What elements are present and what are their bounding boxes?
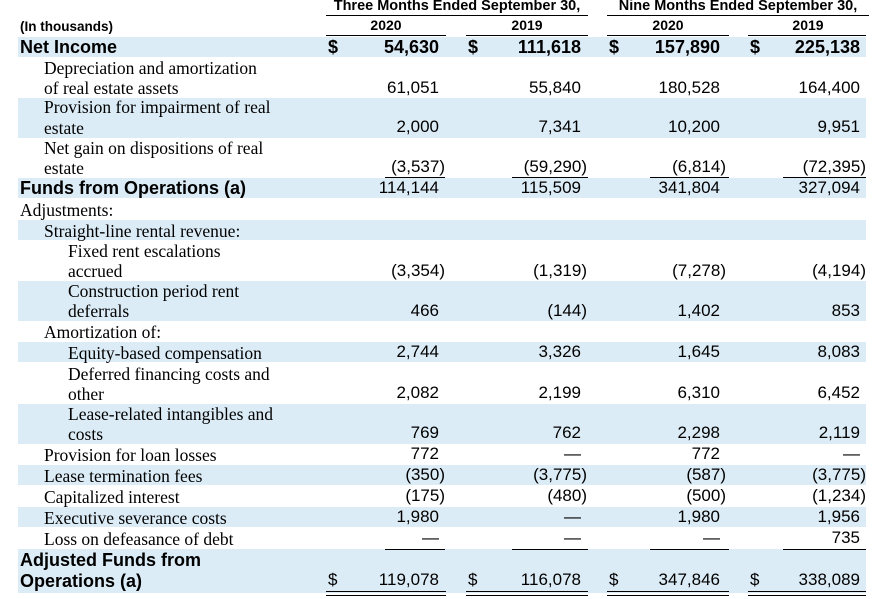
capitalized-interest-label: Capitalized interest <box>44 487 180 507</box>
total-double-rule <box>607 591 729 596</box>
loan-losses-label: Provision for loan losses <box>44 445 217 465</box>
defeasance-label: Loss on defeasance of debt <box>44 529 234 549</box>
equity-comp-value: 8,083 <box>817 342 860 361</box>
fixed-rent-label: Fixed rent escalations <box>68 241 221 261</box>
defeasance-value: 735 <box>831 528 860 547</box>
defeasance-value: — <box>564 528 581 547</box>
currency-symbol: $ <box>609 37 620 57</box>
impairment-label: Provision for impairment of real <box>44 97 271 117</box>
lease-termination-value: (3,775) <box>812 465 866 484</box>
currency-symbol: $ <box>750 37 761 57</box>
net-income-value: 54,630 <box>383 37 439 57</box>
capitalized-interest-value: (480) <box>547 486 587 505</box>
ffo-value: 327,094 <box>798 178 860 197</box>
equity-comp-label: Equity-based compensation <box>68 343 262 363</box>
construction-value: 1,402 <box>677 301 720 320</box>
loan-losses-value: — <box>843 444 860 463</box>
equity-comp-value: 2,744 <box>396 342 439 361</box>
fixed-rent-value: (3,354) <box>391 261 445 280</box>
loan-losses-value: 772 <box>410 444 439 463</box>
construction-label: deferrals <box>68 301 130 321</box>
affo-value: 338,089 <box>798 570 860 589</box>
defeasance-value: — <box>703 528 720 547</box>
total-double-rule <box>326 591 446 596</box>
construction-value: (144) <box>547 301 587 320</box>
net-income-label: Net Income <box>20 37 118 57</box>
affo-value: 116,078 <box>520 570 581 589</box>
currency-symbol: $ <box>468 570 478 589</box>
adjustments-label: Adjustments: <box>20 200 114 220</box>
impairment-value: 2,000 <box>396 117 439 136</box>
row-band-net-income <box>18 37 866 57</box>
lease-termination-value: (3,775) <box>533 465 587 484</box>
severance-label: Executive severance costs <box>44 508 227 528</box>
header-underline-2 <box>466 35 588 36</box>
fixed-rent-value: (1,319) <box>533 261 587 280</box>
affo-label: Operations (a) <box>20 571 143 591</box>
net-gain-value: (72,395) <box>802 157 866 176</box>
net-gain-value: (59,290) <box>523 157 587 176</box>
deferred-financing-label: Deferred financing costs and <box>68 364 270 384</box>
ffo-value: 341,804 <box>658 178 720 197</box>
header-underline-3 <box>607 35 729 36</box>
header-year-q-2020: 2020 <box>370 17 402 33</box>
currency-symbol: $ <box>328 570 338 589</box>
deferred-financing-value: 2,082 <box>396 383 439 402</box>
lease-intangibles-label: costs <box>68 424 103 444</box>
header-three-months: Three Months Ended September 30, <box>326 0 588 16</box>
currency-symbol: $ <box>468 37 479 57</box>
header-nine-months: Nine Months Ended September 30, <box>607 0 869 16</box>
fixed-rent-value: (4,194) <box>812 261 866 280</box>
affo-label: Adjusted Funds from <box>20 550 201 570</box>
lease-termination-value: (350) <box>405 465 445 484</box>
construction-value: 853 <box>831 301 860 320</box>
straight-line-label: Straight-line rental revenue: <box>44 221 241 241</box>
currency-symbol: $ <box>328 37 339 57</box>
severance-value: 1,980 <box>396 507 439 526</box>
loan-losses-value: 772 <box>691 444 720 463</box>
construction-value: 466 <box>410 301 439 320</box>
fixed-rent-value: (7,278) <box>672 261 726 280</box>
units-label: (In thousands) <box>20 19 113 34</box>
severance-value: 1,956 <box>817 507 860 526</box>
lease-intangibles-value: 2,119 <box>818 423 860 442</box>
subtotal-rule <box>385 549 445 550</box>
severance-value: 1,980 <box>677 507 720 526</box>
header-underline-1 <box>326 35 446 36</box>
deferred-financing-value: 6,452 <box>817 383 860 402</box>
net-gain-value: (3,537) <box>391 157 445 176</box>
currency-symbol: $ <box>609 570 619 589</box>
capitalized-interest-value: (175) <box>405 486 445 505</box>
impairment-value: 7,341 <box>538 117 581 136</box>
header-year-n-2019: 2019 <box>792 17 824 33</box>
capitalized-interest-value: (1,234) <box>812 486 866 505</box>
lease-intangibles-value: 769 <box>410 423 439 442</box>
depreciation-label: of real estate assets <box>44 78 179 98</box>
affo-value: 347,846 <box>658 570 720 589</box>
equity-comp-value: 3,326 <box>538 342 581 361</box>
net-income-value: 225,138 <box>794 37 860 57</box>
equity-comp-value: 1,645 <box>677 342 720 361</box>
net-gain-label: Net gain on dispositions of real <box>44 138 264 158</box>
depreciation-value: 55,840 <box>529 78 581 97</box>
lease-termination-label: Lease termination fees <box>44 466 203 486</box>
depreciation-value: 164,400 <box>798 78 860 97</box>
net-gain-value: (6,814) <box>672 157 726 176</box>
header-year-q-2019: 2019 <box>511 17 543 33</box>
ffo-label: Funds from Operations (a) <box>20 178 247 198</box>
impairment-label: estate <box>44 118 84 138</box>
lease-termination-value: (587) <box>686 465 726 484</box>
affo-value: 119,078 <box>378 570 439 589</box>
fixed-rent-label: accrued <box>68 261 123 281</box>
impairment-value: 10,200 <box>668 117 720 136</box>
subtotal-rule <box>512 549 588 550</box>
net-income-value: 157,890 <box>654 37 720 57</box>
header-underline-4 <box>748 35 866 36</box>
lease-intangibles-value: 762 <box>552 423 581 442</box>
deferred-financing-value: 6,310 <box>677 383 720 402</box>
header-year-n-2020: 2020 <box>652 17 684 33</box>
impairment-value: 9,951 <box>817 117 860 136</box>
subtotal-rule <box>783 549 866 550</box>
loan-losses-value: — <box>564 444 581 463</box>
deferred-financing-label: other <box>68 384 104 404</box>
amortization-label: Amortization of: <box>44 322 162 342</box>
total-double-rule <box>466 591 588 596</box>
ffo-value: 115,509 <box>520 178 581 197</box>
total-double-rule <box>748 591 866 596</box>
net-income-value: 111,618 <box>517 37 581 57</box>
ffo-value: 114,144 <box>378 178 439 197</box>
net-gain-label: estate <box>44 158 84 178</box>
depreciation-value: 180,528 <box>658 78 720 97</box>
construction-label: Construction period rent <box>68 281 240 301</box>
severance-value: — <box>564 507 581 526</box>
deferred-financing-value: 2,199 <box>538 383 581 402</box>
defeasance-value: — <box>422 528 439 547</box>
lease-intangibles-value: 2,298 <box>677 423 720 442</box>
capitalized-interest-value: (500) <box>686 486 726 505</box>
currency-symbol: $ <box>750 570 760 589</box>
lease-intangibles-label: Lease-related intangibles and <box>68 404 274 424</box>
depreciation-value: 61,051 <box>387 78 439 97</box>
subtotal-rule <box>650 549 729 550</box>
depreciation-label: Depreciation and amortization <box>44 58 257 78</box>
